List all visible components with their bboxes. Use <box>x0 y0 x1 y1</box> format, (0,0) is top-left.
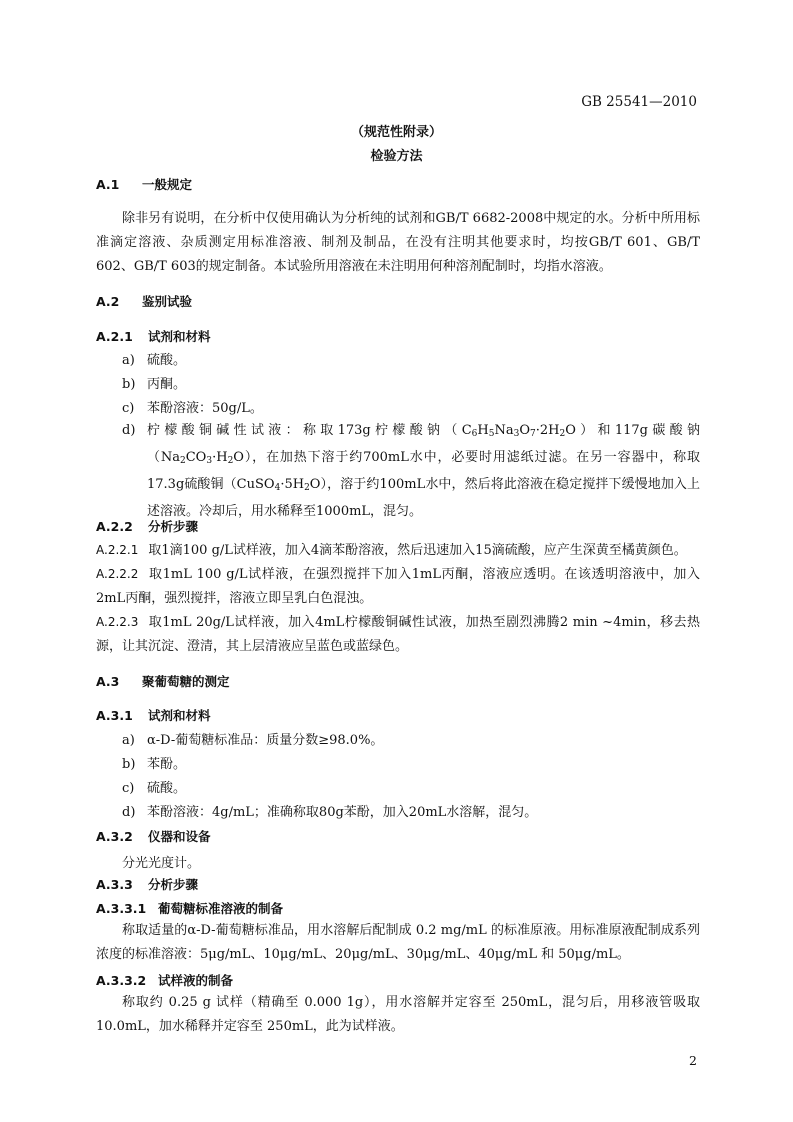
list-item <box>122 400 263 418</box>
section-number: A.2.1 <box>96 329 133 344</box>
procedure-step <box>96 538 700 563</box>
list-marker: c) <box>122 781 135 796</box>
section-a21-heading <box>96 328 211 346</box>
standard-code: GB 25541—2010 <box>581 94 697 110</box>
step-text: 取1mL 20g/L试样液，加入4mL柠檬酸铜碱性试液，加热至剧烈沸腾2 min ~4min，移去热源，让其沉淀、澄清，其上层清液应呈蓝色或蓝绿色。 <box>96 615 700 654</box>
list-item <box>122 780 186 798</box>
section-a331-heading <box>96 900 283 918</box>
list-marker: a) <box>122 733 135 748</box>
list-item <box>122 376 186 394</box>
list-marker: b) <box>122 377 136 392</box>
step-number: A.2.2.1 <box>96 543 139 557</box>
section-title: 鉴别试验 <box>142 294 193 309</box>
section-number: A.3.3.1 <box>96 901 147 916</box>
list-marker: d) <box>122 805 136 820</box>
step-text: 取1滴100 g/L试样液，加入4滴苯酚溶液，然后迅速加入15滴硫酸，应产生深黄至橘黄颜色。 <box>148 543 687 558</box>
list-text: 苯酚。 <box>147 757 187 772</box>
section-number: A.1 <box>96 177 120 192</box>
list-text: 苯酚溶液：50g/L。 <box>147 401 263 416</box>
section-title: 聚葡萄糖的测定 <box>142 674 230 689</box>
section-number: A.3.2 <box>96 829 133 844</box>
section-title: 葡萄糖标准溶液的制备 <box>158 901 284 916</box>
list-text: 硫酸。 <box>147 353 187 368</box>
section-number: A.3.3 <box>96 877 133 892</box>
step-text: 取1mL 100 g/L试样液，在强烈搅拌下加入1mL丙酮，溶液应透明。在该透明溶液中，加入2mL丙酮，强烈搅拌，溶液立即呈乳白色混浊。 <box>96 567 700 606</box>
procedure-step <box>96 610 700 659</box>
section-number: A.3.1 <box>96 708 133 723</box>
section-number: A.2 <box>96 294 120 309</box>
section-title: 一般规定 <box>142 177 193 192</box>
section-a332-heading <box>96 972 233 990</box>
list-item <box>122 804 537 822</box>
list-marker: c) <box>122 401 135 416</box>
section-title: 分析步骤 <box>148 877 199 892</box>
section-number: A.2.2 <box>96 519 133 534</box>
list-marker: d) <box>122 423 136 438</box>
list-text: 苯酚溶液：4g/mL；准确称取80g苯酚，加入20mL水溶解，混匀。 <box>147 805 538 820</box>
list-text: 硫酸。 <box>147 781 187 796</box>
section-a3-heading <box>96 673 230 691</box>
page-number: 2 <box>689 1053 697 1068</box>
section-a2-heading <box>96 293 192 311</box>
step-number: A.2.2.2 <box>96 567 139 581</box>
list-marker: a) <box>122 353 135 368</box>
section-a22-heading <box>96 518 198 536</box>
section-title: 仪器和设备 <box>148 829 211 844</box>
annex-title: 检验方法 <box>370 149 423 164</box>
list-text: α-D-葡萄糖标准品：质量分数≥98.0%。 <box>147 733 384 748</box>
section-a1-text: 除非另有说明，在分析中仅使用确认为分析纯的试剂和GB/T 6682-2008中规定的水。分析中所用标准滴定溶液、杂质测定用标准溶液、制剂及制品，在没有注明其他要求时，均按GB/T 601、GB/T 602、GB/T 603的规定制备。本试验所用溶液在未注明用何种溶剂配制时，均指水溶液。 <box>96 211 700 274</box>
list-item-citrate-reagent <box>122 419 700 524</box>
list-item <box>122 732 383 750</box>
list-item <box>122 756 186 774</box>
procedure-step <box>96 562 700 611</box>
list-text: 柠檬酸铜碱性试液：称取173g柠檬酸钠$(C_6H_5Na_3O_7\cdot 2H_2O)$和117g碳酸钠$(Na_2CO_3\cdot H_2O)$，在加热下溶于约700mL水中，必要时用滤纸过滤。在另一容器中，称取17.3g硫酸铜$(CuSO_4\cdot 5H_2O)$，溶于约100mL水中，然后将此溶液在稳定搅拌下缓慢地加入上述溶液。冷却后，用水稀释至1000mL，混匀。 <box>147 423 700 519</box>
section-title: 试剂和材料 <box>148 708 211 723</box>
section-title: 分析步骤 <box>148 519 199 534</box>
instrument-text: 分光光度计。 <box>122 856 201 871</box>
sample-preparation-text: 称取约 0.25 g 试样（精确至 0.000 1g），用水溶解并定容至 250mL，混匀后，用移液管吸取 10.0mL，加水稀释并定容至 250mL，此为试样液。 <box>96 995 700 1034</box>
glucose-standard-text: 称取适量的α-D-葡萄糖标准品，用水溶解后配制成 0.2 mg/mL 的标准原液。用标准原液配制成系列浓度的标准溶液：5μg/mL、10μg/mL、20μg/mL、30μg/mL、40μg/mL 和 50μg/mL。 <box>96 923 700 962</box>
section-a31-heading <box>96 707 211 725</box>
list-item <box>122 352 186 370</box>
step-number: A.2.2.3 <box>96 615 139 629</box>
list-marker: b) <box>122 757 136 772</box>
section-a33-heading <box>96 876 198 894</box>
annex-type: （规范性附录） <box>350 125 442 140</box>
section-number: A.3.3.2 <box>96 973 147 988</box>
list-text: 丙酮。 <box>147 377 187 392</box>
section-a1-heading <box>96 176 192 194</box>
section-title: 试剂和材料 <box>148 329 211 344</box>
section-title: 试样液的制备 <box>158 973 234 988</box>
section-number: A.3 <box>96 674 120 689</box>
section-a32-heading <box>96 828 211 846</box>
